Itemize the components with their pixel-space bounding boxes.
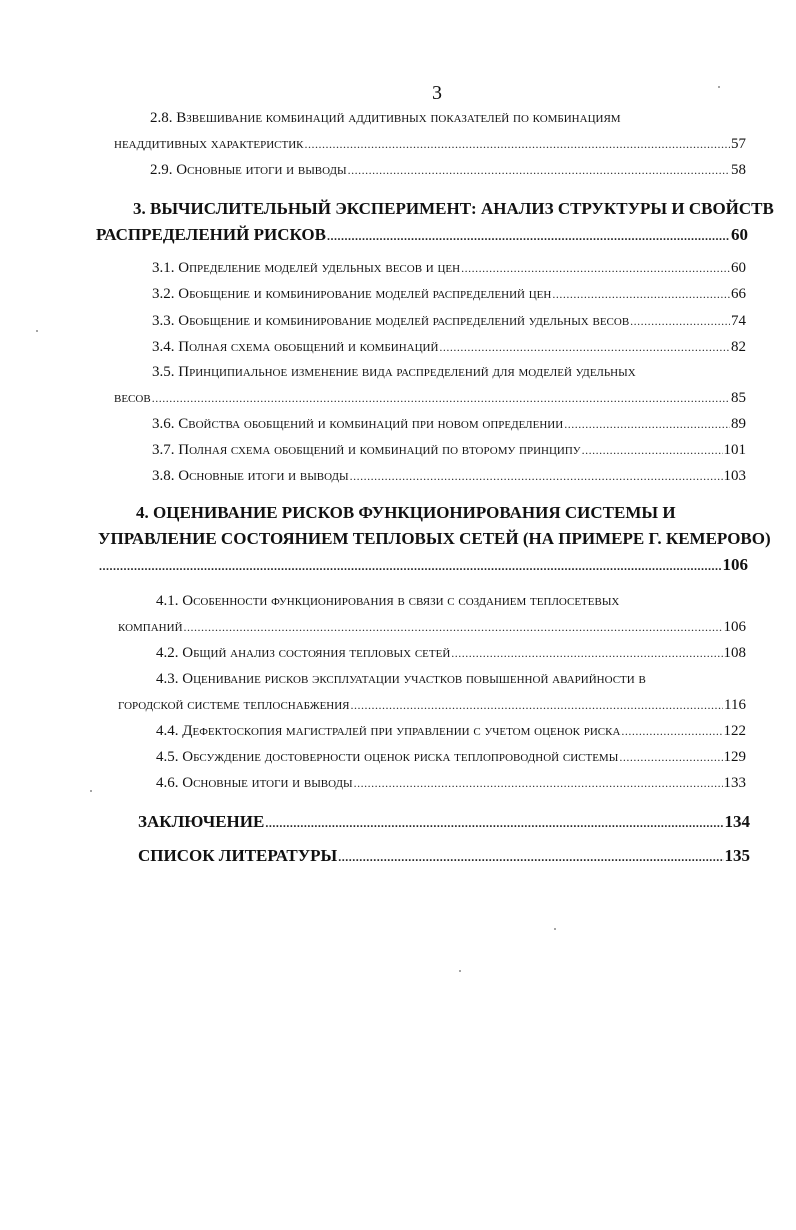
- toc-entry-3-8-page: 103: [723, 468, 746, 484]
- leader-dots: [564, 417, 730, 432]
- toc-chapter-3[interactable]: [96, 225, 748, 245]
- leader-dots: [439, 340, 730, 355]
- toc-entry-3-1-page: 60: [731, 260, 746, 276]
- toc-references[interactable]: [138, 846, 750, 866]
- leader-dots: [152, 391, 730, 406]
- toc-entry-3-2-title: 3.2. Обобщение и комбинирование моделей распределений цен: [152, 286, 552, 302]
- toc-entry-4-3-title-cont: городской системе теплоснабжения: [118, 697, 350, 713]
- toc-entry-4-6-title: 4.6. Основные итоги и выводы: [156, 775, 353, 791]
- toc-entry-4-6-page: 133: [723, 775, 746, 791]
- toc-entry-4-4-page: 122: [723, 723, 746, 739]
- leader-dots: [582, 443, 723, 458]
- toc-entry-3-8-title: 3.8. Основные итоги и выводы: [152, 468, 349, 484]
- toc-chapter-4[interactable]: [98, 555, 748, 575]
- toc-entry-4-6[interactable]: [156, 775, 746, 792]
- leader-dots: [451, 646, 722, 661]
- leader-dots: [354, 776, 723, 791]
- toc-conclusion-title: ЗАКЛЮЧЕНИЕ: [138, 812, 265, 831]
- toc-entry-3-7-title: 3.7. Полная схема обобщений и комбинаций по второму принципу: [152, 442, 581, 458]
- toc-entry-4-1-title-cont: компаний: [118, 619, 183, 635]
- toc-entry-3-4-title: 3.4. Полная схема обобщений и комбинаций: [152, 339, 439, 355]
- leader-dots: [461, 261, 730, 276]
- leader-dots: [99, 559, 722, 574]
- toc-entry-3-5[interactable]: [114, 390, 746, 407]
- scan-speck: [36, 330, 38, 332]
- toc-entry-4-4[interactable]: [156, 723, 746, 740]
- leader-dots: [338, 850, 723, 865]
- toc-entry-4-3-page: 116: [724, 697, 746, 713]
- leader-dots: [348, 163, 730, 178]
- toc-entry-2-9[interactable]: [150, 162, 746, 179]
- toc-entry-4-1-page: 106: [723, 619, 746, 635]
- toc-entry-2-8-title-cont: неаддитивных характеристик: [114, 136, 304, 152]
- scan-speck: [718, 86, 720, 88]
- leader-dots: [265, 816, 723, 831]
- scan-speck: [459, 970, 461, 972]
- toc-entry-3-3-page: 74: [731, 313, 746, 329]
- toc-chapter-3-title-cont: РАСПРЕДЕЛЕНИЙ РИСКОВ: [96, 225, 326, 244]
- leader-dots: [350, 469, 723, 484]
- toc-entry-3-8[interactable]: [152, 468, 746, 485]
- toc-entry-3-2-page: 66: [731, 286, 746, 302]
- toc-entry-3-6-page: 89: [731, 416, 746, 432]
- leader-dots: [305, 137, 730, 152]
- toc-entry-4-2[interactable]: [156, 645, 746, 662]
- toc-entry-3-3[interactable]: [152, 313, 746, 330]
- toc-entry-3-7-page: 101: [723, 442, 746, 458]
- toc-entry-3-6[interactable]: [152, 416, 746, 433]
- toc-entry-4-4-title: 4.4. Дефектоскопия магистралей при управлении с учетом оценок риска: [156, 723, 621, 739]
- leader-dots: [351, 698, 724, 713]
- toc-entry-3-3-title: 3.3. Обобщение и комбинирование моделей распределений удельных весов: [152, 313, 630, 329]
- scan-speck: [90, 790, 92, 792]
- toc-entry-3-5-page: 85: [731, 390, 746, 406]
- page-number: 3: [432, 82, 442, 104]
- toc-entry-4-5[interactable]: [156, 749, 746, 766]
- toc-entry-4-3[interactable]: [118, 697, 746, 714]
- toc-entry-3-1-title: 3.1. Определение моделей удельных весов и цен: [152, 260, 461, 276]
- toc-conclusion[interactable]: [138, 812, 750, 832]
- toc-entry-3-5-title: 3.5. Принципиальное изменение вида распределений для моделей удельных: [152, 364, 636, 380]
- toc-entry-3-4-page: 82: [731, 339, 746, 355]
- toc-references-page: 135: [724, 846, 750, 865]
- toc-entry-3-1[interactable]: [152, 260, 746, 277]
- leader-dots: [619, 750, 722, 765]
- toc-entry-4-5-page: 129: [723, 749, 746, 765]
- leader-dots: [552, 287, 730, 302]
- toc-entry-4-3-title: 4.3. Оценивание рисков эксплуатации участков повышенной аварийности в: [156, 671, 646, 687]
- leader-dots: [621, 724, 722, 739]
- toc-entry-3-2[interactable]: [152, 286, 746, 303]
- toc-chapter-4-title-cont: УПРАВЛЕНИЕ СОСТОЯНИЕМ ТЕПЛОВЫХ СЕТЕЙ (НА ПРИМЕРЕ Г. КЕМЕРОВО): [98, 529, 771, 548]
- toc-entry-2-8-page: 57: [731, 136, 746, 152]
- toc-entry-2-8[interactable]: [114, 136, 746, 153]
- toc-references-title: СПИСОК ЛИТЕРАТУРЫ: [138, 846, 338, 865]
- toc-entry-4-1-title: 4.1. Особенности функционирования в связи с созданием теплосетевых: [156, 593, 620, 609]
- toc-entry-3-4[interactable]: [152, 339, 746, 356]
- scan-speck: [554, 928, 556, 930]
- leader-dots: [327, 229, 730, 244]
- toc-entry-3-6-title: 3.6. Свойства обобщений и комбинаций при новом определении: [152, 416, 564, 432]
- toc-chapter-3-page: 60: [731, 225, 748, 244]
- leader-dots: [184, 620, 723, 635]
- toc-entry-2-9-title: 2.9. Основные итоги и выводы: [150, 162, 347, 178]
- toc-conclusion-page: 134: [724, 812, 750, 831]
- toc-chapter-4-page: 106: [722, 555, 748, 574]
- toc-entry-4-1[interactable]: [118, 619, 746, 636]
- toc-entry-4-2-page: 108: [723, 645, 746, 661]
- toc-chapter-3-title: 3. ВЫЧИСЛИТЕЛЬНЫЙ ЭКСПЕРИМЕНТ: АНАЛИЗ СТРУКТУРЫ И СВОЙСТВ: [133, 199, 774, 218]
- toc-entry-2-9-page: 58: [731, 162, 746, 178]
- toc-entry-3-7[interactable]: [152, 442, 746, 459]
- leader-dots: [630, 314, 730, 329]
- toc-entry-4-2-title: 4.2. Общий анализ состояния тепловых сетей: [156, 645, 451, 661]
- toc-entry-4-5-title: 4.5. Обсуждение достоверности оценок риска теплопроводной системы: [156, 749, 619, 765]
- toc-chapter-4-title: 4. ОЦЕНИВАНИЕ РИСКОВ ФУНКЦИОНИРОВАНИЯ СИСТЕМЫ И: [136, 503, 676, 522]
- toc-entry-3-5-title-cont: весов: [114, 390, 151, 406]
- toc-entry-2-8-title: 2.8. Взвешивание комбинаций аддитивных показателей по комбинациям: [150, 110, 621, 126]
